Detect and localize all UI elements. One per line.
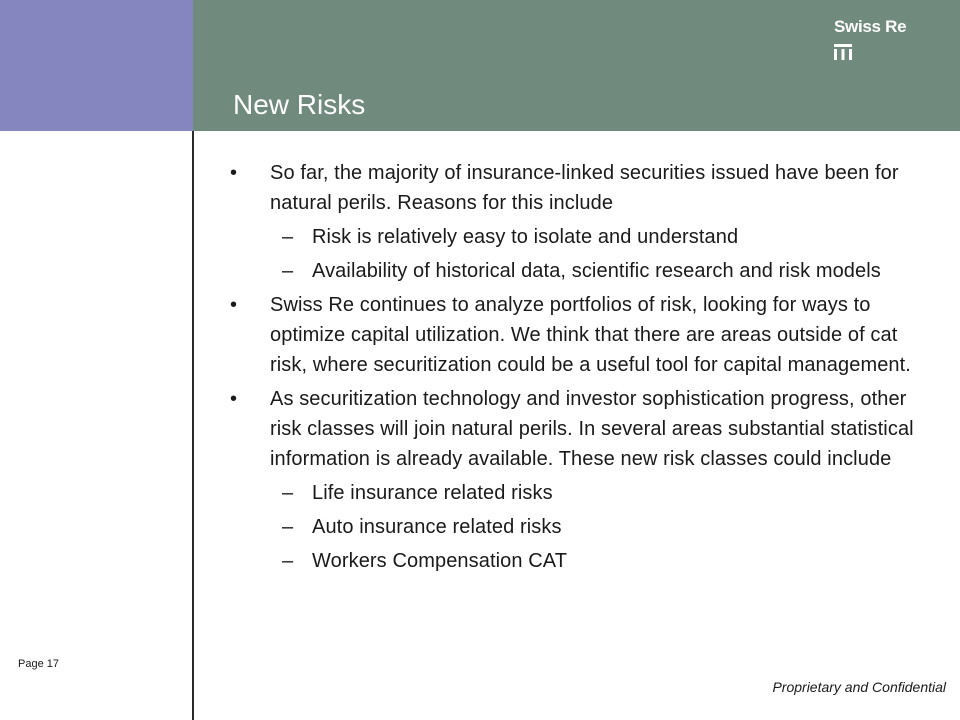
page-number: Page 17 xyxy=(18,658,59,670)
sub-bullet-item xyxy=(230,546,920,576)
bullet-marker: • xyxy=(230,162,238,184)
dash-marker: – xyxy=(282,550,294,572)
sub-bullet-item xyxy=(230,512,920,542)
sub-bullet-item xyxy=(230,222,920,252)
swiss-re-logo xyxy=(834,16,906,60)
bullet-marker: • xyxy=(230,388,238,410)
sub-bullet-item xyxy=(230,256,920,286)
sub-bullet-item xyxy=(230,478,920,508)
bullet-text: Swiss Re continues to analyze portfolios of risk, looking for ways to optimize capital utilization. We think that there are areas outside of cat risk, where securitization could be a useful tool for capital management. xyxy=(270,294,911,376)
logo-text: Swiss Re xyxy=(834,17,907,36)
bullet-item xyxy=(230,290,920,380)
dash-marker: – xyxy=(282,260,294,282)
corner-accent-block xyxy=(0,0,193,131)
bullet-text: So far, the majority of insurance-linked securities issued have been for natural perils. Reasons for this include xyxy=(270,162,899,214)
bullet-text: As securitization technology and investor sophistication progress, other risk classes will join natural perils. In several areas substantial statistical information is already available. These new risk classes could include xyxy=(270,388,914,470)
bullet-marker: • xyxy=(230,294,238,316)
sub-bullet-text: Auto insurance related risks xyxy=(312,516,562,538)
sub-bullet-text: Workers Compensation CAT xyxy=(312,550,568,572)
dash-marker: – xyxy=(282,482,294,504)
dash-marker: – xyxy=(282,516,294,538)
bullet-item xyxy=(230,384,920,474)
bullet-item xyxy=(230,158,920,218)
sub-bullet-text: Life insurance related risks xyxy=(312,482,553,504)
slide-title: New Risks xyxy=(233,89,366,120)
sub-bullet-text: Availability of historical data, scientific research and risk models xyxy=(312,260,881,282)
bullet-list xyxy=(230,158,920,580)
dash-marker: – xyxy=(282,226,294,248)
swiss-re-mark-icon xyxy=(834,44,852,60)
confidentiality-footer: Proprietary and Confidential xyxy=(772,679,946,695)
sub-bullet-text: Risk is relatively easy to isolate and understand xyxy=(312,226,739,248)
vertical-divider xyxy=(192,131,194,720)
